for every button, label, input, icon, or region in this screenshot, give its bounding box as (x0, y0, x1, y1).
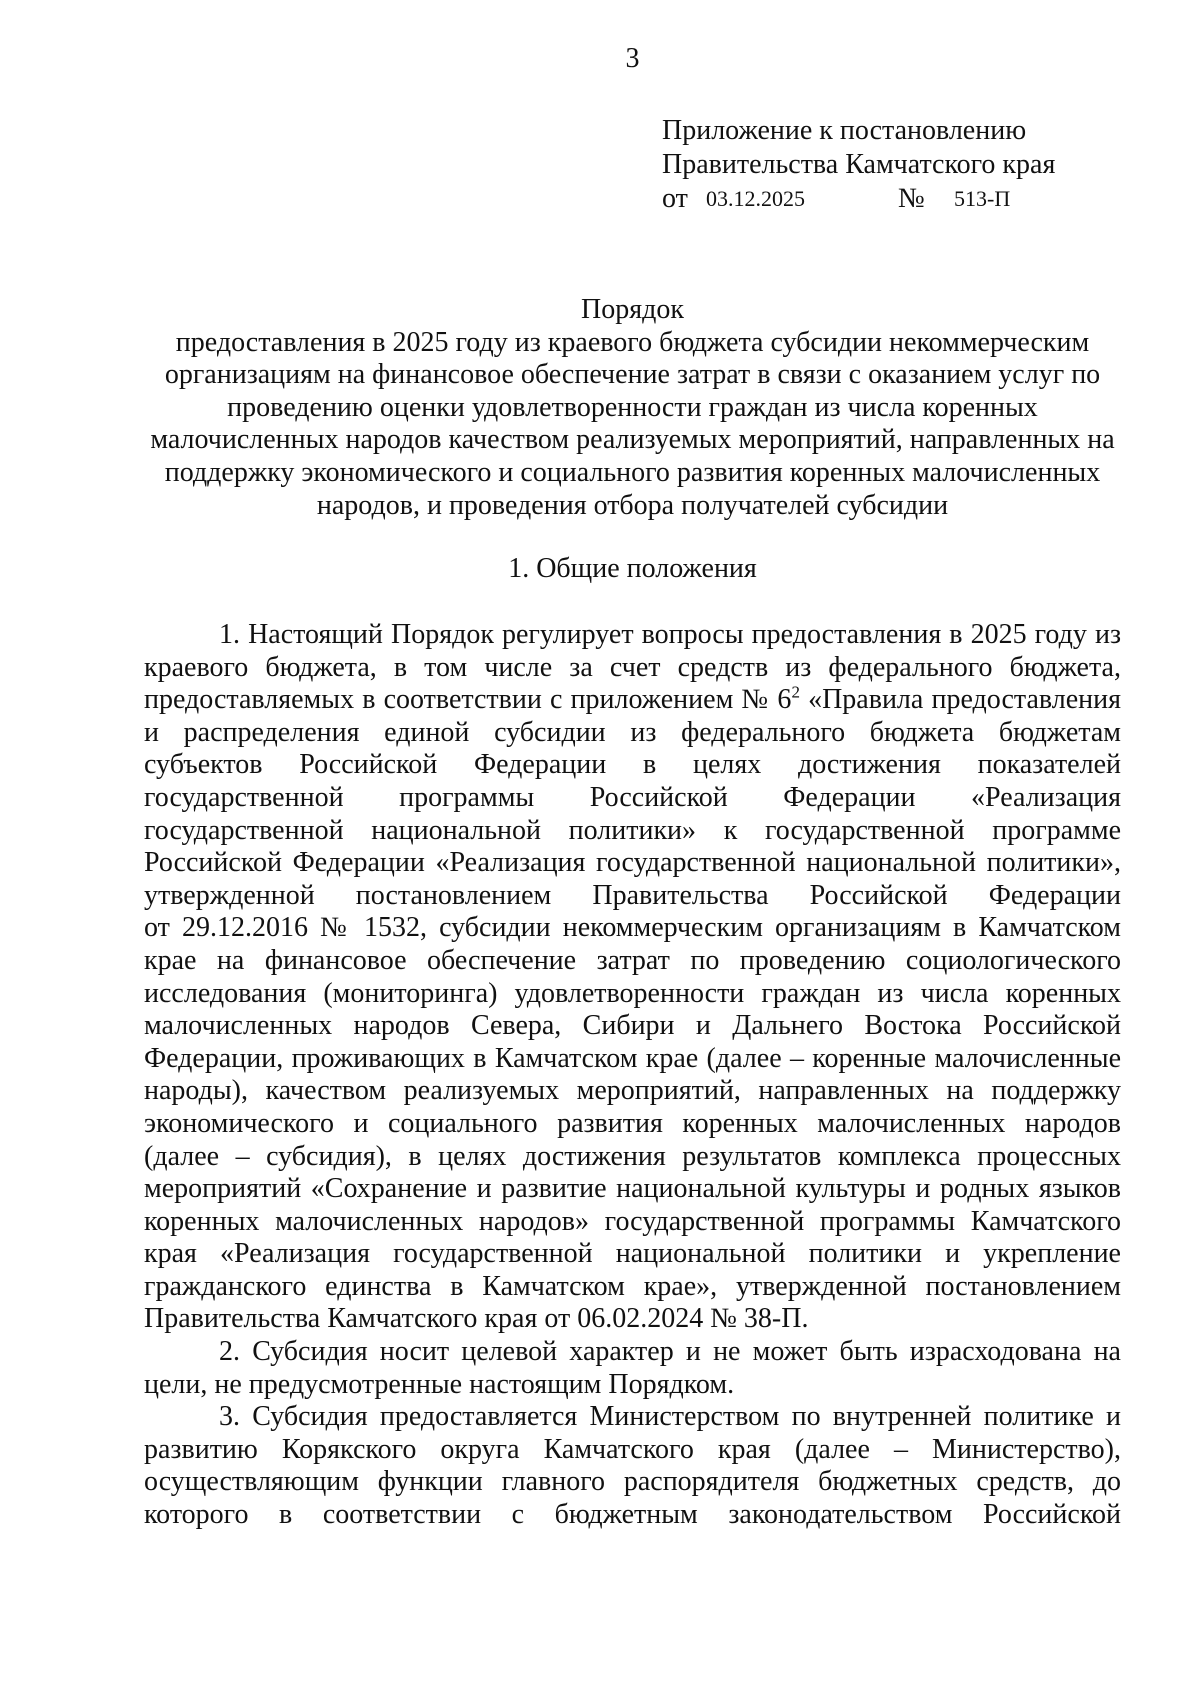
paragraph-1-line: народы), качеством реализуемых мероприятий, направленных на поддержку (144, 1075, 1121, 1107)
paragraph-2-line: 2. Субсидия носит целевой характер и не может быть израсходована на (219, 1336, 1121, 1368)
paragraph-1-line: гражданского единства в Камчатском крае», утвержденной постановлением (144, 1270, 1121, 1302)
section-heading: 1. Общие положения (508, 553, 757, 584)
paragraph-1-line: утвержденной постановлением Правительства Российской Федерации (144, 879, 1121, 911)
paragraph-1-line: Правительства Камчатского края от 06.02.2024 № 38-П. (144, 1303, 809, 1335)
paragraph-1-line: коренных малочисленных народов» государственной программы Камчатского (144, 1205, 1121, 1237)
text-segment: предоставляемых в соответствии с приложением № 6 (144, 684, 792, 716)
title-heading: Порядок (581, 294, 684, 325)
paragraph-1-line: мероприятий «Сохранение и развитие национальной культуры и родных языков (144, 1173, 1121, 1205)
paragraph-1-line: малочисленных народов Севера, Сибири и Дальнего Востока Российской (144, 1010, 1121, 1042)
title-line: малочисленных народов качеством реализуемых мероприятий, направленных на (150, 424, 1115, 456)
paragraph-1-line: и распределения единой субсидии из федерального бюджета бюджетам (144, 716, 1121, 748)
appendix-line-2: Правительства Камчатского края (662, 149, 1056, 180)
title-line: проведению оценки удовлетворенности граждан из числа коренных (227, 391, 1038, 423)
document-title (140, 294, 1125, 522)
paragraph-1-line: крае на финансовое обеспечение затрат по проведению социологического (144, 944, 1121, 976)
text-segment: «Правила предоставления (799, 684, 1121, 716)
title-line: народов, и проведения отбора получателей субсидии (316, 489, 949, 521)
paragraph-1-line: субъектов Российской Федерации в целях достижения показателей (144, 749, 1121, 781)
paragraph-1-line: краевого бюджета, в том числе за счет средств из федерального бюджета, (144, 651, 1121, 683)
paragraph-1-line-with-superscript (144, 684, 1121, 717)
paragraph-1-line: экономического и социального развития коренных малочисленных народов (144, 1107, 1121, 1139)
paragraph-3-line: осуществляющим функции главного распорядителя бюджетных средств, до (144, 1466, 1121, 1498)
paragraph-1-line: Федерации, проживающих в Камчатском крае (далее – коренные малочисленные (144, 1042, 1121, 1074)
paragraph-3-line: 3. Субсидия предоставляется Министерством по внутренней политике и (219, 1401, 1121, 1433)
superscript: 2 (791, 682, 800, 702)
paragraph-1-line: края «Реализация государственной национальной политики и укрепление (144, 1238, 1121, 1270)
paragraph-1-line: 1. Настоящий Порядок регулирует вопросы предоставления в 2025 году из (219, 619, 1121, 650)
resolution-number: 513-П (954, 186, 1011, 211)
appendix-meta (662, 182, 1055, 216)
title-line: поддержку экономического и социального развития коренных малочисленных (164, 456, 1101, 488)
paragraph-1-line: исследования (мониторинга) удовлетворенности граждан из числа коренных (144, 977, 1121, 1009)
page-number: 3 (625, 43, 640, 74)
number-sign: № (898, 183, 925, 214)
paragraph-1-line: государственной национальной политики» к государственной программе (144, 814, 1121, 846)
paragraph-2-line: цели, не предусмотренные настоящим Порядком. (144, 1368, 735, 1400)
appendix-line-1: Приложение к постановлению (662, 115, 1027, 146)
paragraph-3-line: которого в соответствии с бюджетным законодательством Российской (144, 1499, 1121, 1531)
paragraph-1-line: государственной программы Российской Федерации «Реализация (144, 781, 1121, 813)
resolution-date: 03.12.2025 (706, 186, 805, 211)
appendix-header (662, 114, 1055, 216)
paragraph-1-line: Российской Федерации «Реализация государственной национальной политики», (144, 847, 1121, 879)
title-line: организациям на финансовое обеспечение затрат в связи с оказанием услуг по (164, 359, 1101, 391)
document-body (144, 619, 1121, 1532)
paragraph-1-line: (далее – субсидия), в целях достижения результатов комплекса процессных (144, 1140, 1121, 1172)
paragraph-1-line: от 29.12.2016 № 1532, субсидии некоммерческим организациям в Камчатском (144, 912, 1121, 944)
title-line: предоставления в 2025 году из краевого бюджета субсидии некоммерческим (175, 326, 1090, 358)
paragraph-3-line: развитию Корякского округа Камчатского края (далее – Министерство), (144, 1433, 1121, 1465)
date-prefix: от (662, 183, 688, 214)
